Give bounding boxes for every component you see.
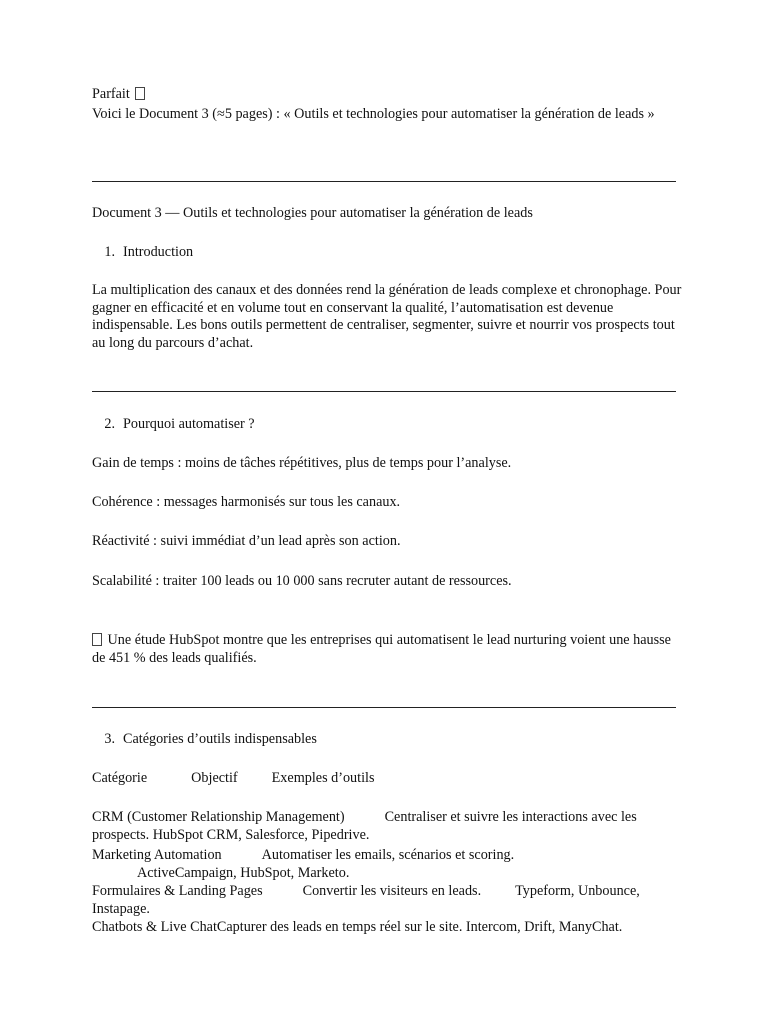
divider <box>92 391 676 392</box>
table-cell-tools: Intercom, Drift, ManyChat. <box>465 919 623 935</box>
table-cell-category: Chatbots & Live Chat <box>92 919 217 935</box>
table-header-cell: Exemples d’outils <box>271 770 375 786</box>
divider <box>92 181 676 182</box>
table-row <box>92 883 672 918</box>
section-title: Pourquoi automatiser ? <box>123 416 255 432</box>
table-cell-objective: Centraliser et suivre les interactions avec les prospects. <box>92 809 637 843</box>
stat-text: Une étude HubSpot montre que les entreprises qui automatisent le lead nurturing voient une hausse de 451 % des leads qualifiés. <box>92 632 671 666</box>
table-row <box>92 847 692 882</box>
missing-glyph-icon <box>92 633 102 646</box>
table-cell-category: Marketing Automation <box>92 847 222 863</box>
table-cell-category: CRM (Customer Relationship Management) <box>92 809 345 825</box>
divider <box>92 707 676 708</box>
table-cell-tools: Typeform, Unbounce, Instapage. <box>92 883 640 917</box>
table-cell-tools: HubSpot CRM, Salesforce, Pipedrive. <box>152 826 370 843</box>
table-cell-objective: Convertir les visiteurs en leads. <box>302 883 482 899</box>
section-heading-1 <box>92 244 682 262</box>
benefit-point: Cohérence : messages harmonisés sur tous les canaux. <box>92 494 401 510</box>
document-title: Document 3 — Outils et technologies pour automatiser la génération de leads <box>92 205 533 221</box>
table-cell-objective: Capturer des leads en temps réel sur le site. <box>216 919 463 935</box>
intro-paragraph: La multiplication des canaux et des données rend la génération de leads complexe et chronophage. Pour gagner en efficacité et en volume tout en conservant la qualité, l’automatisation est devenue indispensable. Les bons outils permettent de centraliser, segmenter, suivre et nourrir vos prospects tout au long du parcours d’achat. <box>92 282 682 351</box>
stat-callout <box>92 632 680 667</box>
section-heading-2 <box>92 416 682 434</box>
greeting-text: Parfait <box>92 86 130 102</box>
section-title: Catégories d’outils indispensables <box>123 731 317 747</box>
intro-line: Voici le Document 3 (≈5 pages) : « Outils et technologies pour automatiser la génération de leads » <box>92 106 655 122</box>
missing-glyph-icon <box>135 87 145 100</box>
table-header <box>92 770 692 788</box>
section-number: 2. <box>104 416 115 432</box>
section-title: Introduction <box>123 244 194 260</box>
section-number: 3. <box>104 731 115 747</box>
section-heading-3 <box>92 731 682 749</box>
table-cell-tools: ActiveCampaign, HubSpot, Marketo. <box>137 864 350 881</box>
greeting-line <box>92 86 682 104</box>
benefit-point: Scalabilité : traiter 100 leads ou 10 000 sans recruter autant de ressources. <box>92 573 512 589</box>
table-header-cell: Objectif <box>191 770 238 786</box>
table-cell-objective: Automatiser les emails, scénarios et scoring. <box>261 847 515 863</box>
section-number: 1. <box>104 244 115 260</box>
table-header-cell: Catégorie <box>92 770 148 786</box>
table-row <box>92 919 692 937</box>
benefit-point: Gain de temps : moins de tâches répétitives, plus de temps pour l’analyse. <box>92 455 512 471</box>
benefit-point: Réactivité : suivi immédiat d’un lead après son action. <box>92 533 401 549</box>
table-cell-category: Formulaires & Landing Pages <box>92 883 263 899</box>
table-row <box>92 809 682 844</box>
